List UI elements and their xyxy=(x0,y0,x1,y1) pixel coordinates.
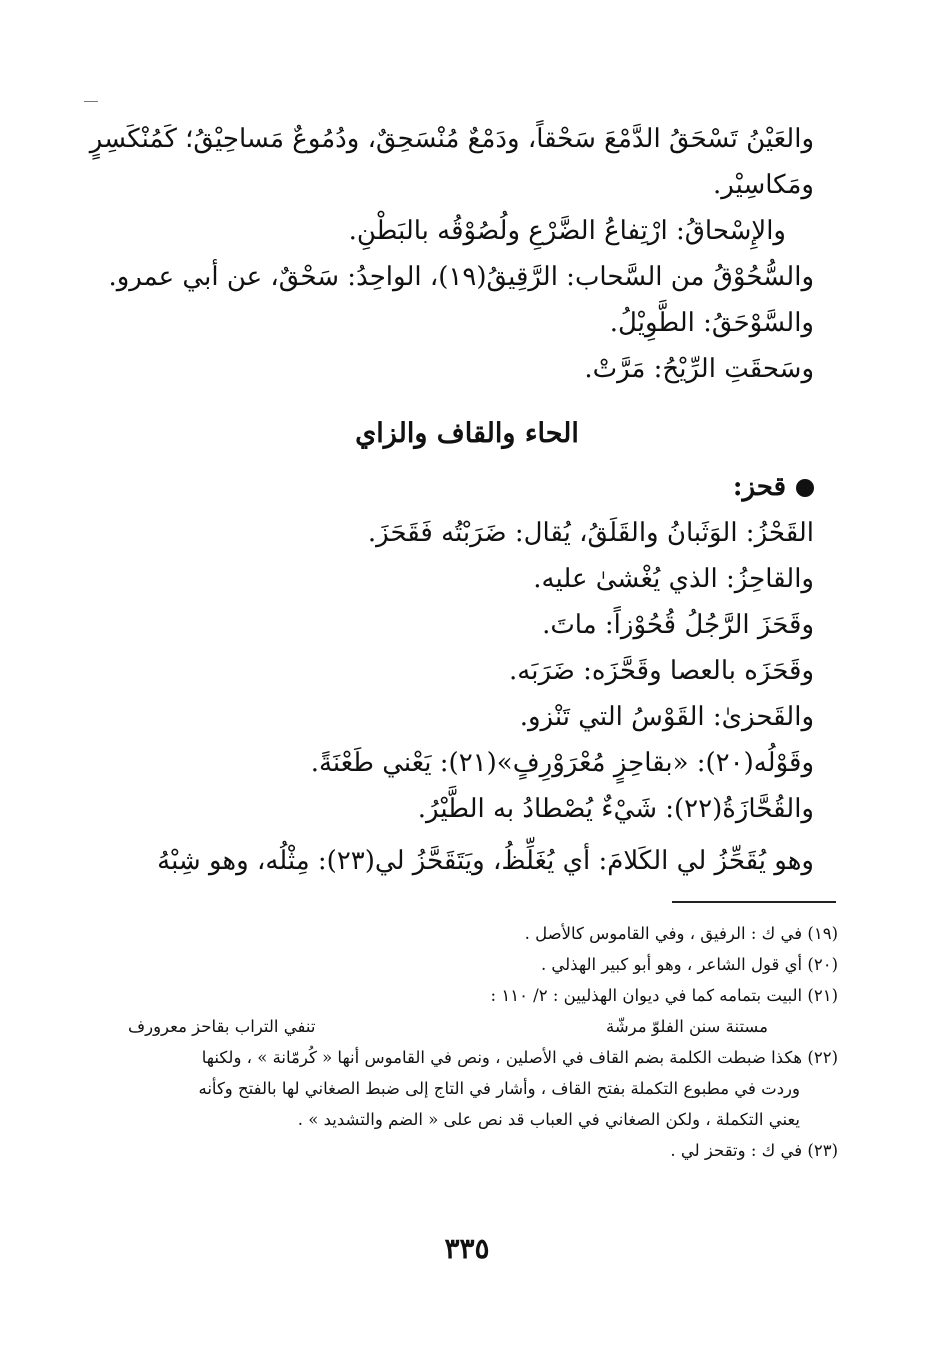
entry-title: قحز: xyxy=(732,472,786,502)
footnote-19: (١٩) في ك : الرفيق ، وفي القاموس كالأصل . xyxy=(524,924,838,943)
entry-line-3: وقَحَزَ الرَّجُلُ قُحُوْزاً: ماتَ. xyxy=(542,610,814,640)
footnote-22-line-2: وردت في مطبوع التكملة بفتح القاف ، وأشار في التاج إلى ضبط الصغاني لها بالفتح وكأنه xyxy=(198,1079,800,1098)
page-number: ٣٣٥ xyxy=(444,1232,490,1265)
entry-line-5: والقَحزىٰ: القَوْسُ التي تَنْزو. xyxy=(519,702,814,732)
entry-line-7: والقُحَّازَةُ(٢٢): شَيْءٌ يُصْطادُ به الطَّيْرُ. xyxy=(417,794,814,824)
entry-title-line xyxy=(94,464,814,510)
footnote-divider xyxy=(672,901,836,903)
text-line-3: والإِسْحاقُ: ارْتِفاعُ الضَّرْعِ ولُصُوْقُه بالبَطْنِ. xyxy=(348,216,786,246)
bullet-icon xyxy=(796,479,814,497)
footnote-23: (٢٣) في ك : وتقحز لي . xyxy=(670,1141,838,1160)
footnote-20: (٢٠) أي قول الشاعر ، وهو أبو كبير الهذلي . xyxy=(540,955,838,974)
text-line-1: والعَيْنُ تَسْحَقُ الدَّمْعَ سَحْقاً، ودَمْعٌ مُنْسَحِقٌ، ودُمُوعٌ مَساحِيْقُ؛ كَمُنْكَسِرٍ xyxy=(89,124,814,154)
entry-line-1: القَحْزُ: الوَثَبانُ والقَلَقُ، يُقال: ضَرَبْتُه فَقَحَزَ. xyxy=(367,518,814,548)
entry-block xyxy=(94,464,814,884)
footnote-22-line-1: (٢٢) هكذا ضبطت الكلمة بضم القاف في الأصلين ، ونص في القاموس أنها « كُرمّانة » ، ولكنها xyxy=(201,1048,838,1067)
section-heading: الحاء والقاف والزاي xyxy=(355,418,579,449)
text-line-4: والسُّحُوْقُ من السَّحاب: الرَّقِيقُ(١٩)، الواحِدُ: سَحْقٌ، عن أبي عمرو. xyxy=(108,262,814,292)
footnote-21: (٢١) البيت بتمامه كما في ديوان الهذليين : ٢/ ١١٠ : xyxy=(490,986,838,1005)
corner-mark xyxy=(84,101,98,102)
entry-line-6: وقَوْلُه(٢٠): «بقاحِزٍ مُعْرَوْرِفٍ»(٢١): يَعْني طَعْنَةً. xyxy=(310,748,814,778)
text-line-2: ومَكاسِيْر. xyxy=(712,170,814,200)
footnotes xyxy=(98,918,838,1166)
text-line-5: والسَّوْحَقُ: الطَّوِيْلُ. xyxy=(609,308,814,338)
text-line-6: وسَحقَتِ الرِّيْحُ: مَرَّتْ. xyxy=(584,354,814,384)
entry-line-2: والقاحِزُ: الذي يُغْشىٰ عليه. xyxy=(533,564,814,594)
footnote-verse xyxy=(98,1011,838,1042)
top-paragraphs xyxy=(89,116,814,392)
verse-second-hemistich: تنفي التراب بقاحز معرورف xyxy=(128,1017,316,1036)
footnote-22-line-3: يعني التكملة ، ولكن الصغاني في العباب قد نص على « الضم والتشديد » . xyxy=(297,1110,800,1129)
entry-line-4: وقَحَزَه بالعصا وقَحَّزَه: ضَرَبَه. xyxy=(509,656,814,686)
entry-line-8: وهو يُقَحِّزُ لي الكَلامَ: أي يُغَلِّظُ، ويَتَقَحَّزُ لي(٢٣): مِثْلُه، وهو شِبْهُ xyxy=(157,846,814,876)
verse-first-hemistich: مستنة سنن الفلوّ مرشّة xyxy=(605,1017,768,1036)
